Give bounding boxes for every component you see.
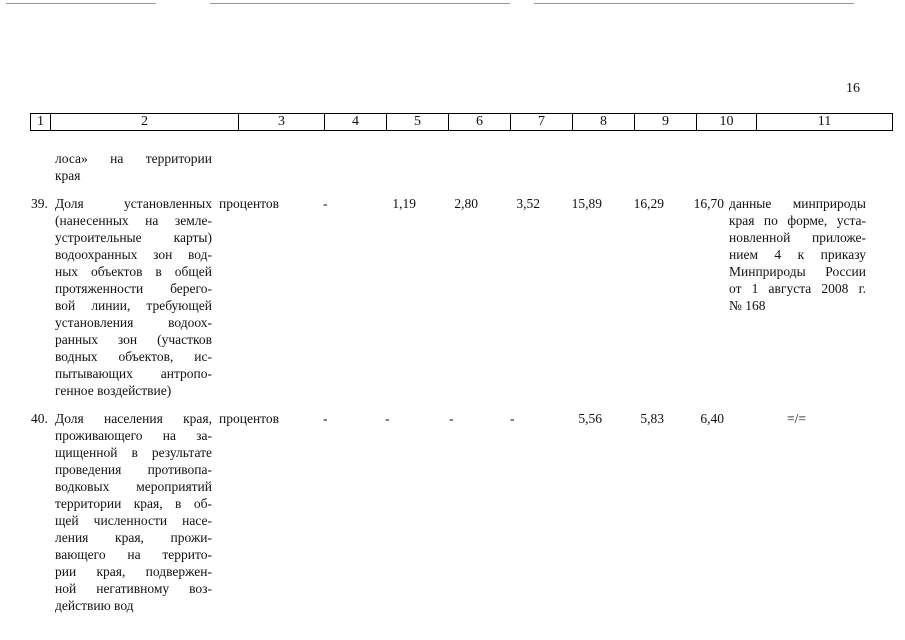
name-line: Доля установленных: [55, 196, 212, 211]
continued-indicator-name: [55, 150, 212, 184]
name-line: лоса» на территории: [55, 151, 212, 166]
column-number: 6: [449, 114, 511, 131]
value-col-7: -: [510, 411, 515, 426]
value-col-4: -: [323, 411, 328, 426]
value-col-4: -: [323, 196, 328, 211]
column-number: 1: [31, 114, 51, 131]
value-col-9: 16,29: [633, 196, 664, 211]
scan-artifact-line: [534, 3, 854, 4]
scan-artifact-line: [210, 3, 510, 4]
value-col-5: 1,19: [392, 196, 416, 211]
value-col-7: 3,52: [516, 196, 540, 211]
name-line: рии края, подвержен-: [55, 564, 212, 579]
column-number: 2: [51, 114, 239, 131]
value-col-10: 6,40: [700, 411, 724, 426]
column-number: 5: [387, 114, 449, 131]
name-line: вой линии, требующей: [55, 298, 212, 313]
source-line: Минприроды России: [729, 264, 866, 279]
page-number: 16: [846, 81, 860, 96]
column-number: 7: [511, 114, 573, 131]
value-col-10: 16,70: [693, 196, 724, 211]
name-line: действию вод: [55, 598, 134, 613]
source-line: новленной приложе-: [729, 230, 866, 245]
value-col-9: 5,83: [640, 411, 664, 426]
name-line: территории края, в об-: [55, 496, 212, 511]
name-line: щищенной в результате: [55, 445, 212, 460]
name-line: водоохранных зон вод-: [55, 247, 212, 262]
data-source: =/=: [787, 411, 806, 426]
name-line: ления края, прожи-: [55, 530, 212, 545]
row-number: 39.: [31, 196, 48, 211]
column-number: 10: [697, 114, 757, 131]
name-line: ной негативному воз-: [55, 581, 212, 596]
column-number: 4: [325, 114, 387, 131]
name-line: проживающего на за-: [55, 428, 212, 443]
column-number-header: [30, 113, 893, 131]
name-line: (нанесенных на земле-: [55, 213, 212, 228]
unit: процентов: [219, 411, 280, 426]
name-line: водковых мероприятий: [55, 479, 212, 494]
value-col-5: -: [385, 411, 390, 426]
name-line: водных объектов, ис-: [55, 349, 212, 364]
source-line: края по форме, уста-: [729, 213, 866, 228]
name-line: края: [55, 168, 81, 183]
name-line: протяженности берего-: [55, 281, 212, 296]
source-line: данные минприроды: [729, 196, 866, 211]
name-line: устроительные карты): [55, 230, 212, 245]
column-number: 9: [635, 114, 697, 131]
column-number: 8: [573, 114, 635, 131]
name-line: вающего на террито-: [55, 547, 212, 562]
value-col-6: 2,80: [454, 196, 478, 211]
column-number: 3: [239, 114, 325, 131]
source-line: от 1 августа 2008 г.: [729, 281, 866, 296]
name-line: Доля населения края,: [55, 411, 212, 426]
value-col-8: 5,56: [578, 411, 602, 426]
value-col-6: -: [449, 411, 454, 426]
unit: процентов: [219, 196, 280, 211]
indicator-name: [55, 410, 212, 614]
column-number: 11: [757, 114, 893, 131]
name-line: генное воздействие): [55, 383, 172, 398]
name-line: проведения противопа-: [55, 462, 212, 477]
name-line: пытывающих антропо-: [55, 366, 212, 381]
name-line: щей численности насе-: [55, 513, 212, 528]
name-line: установления водоох-: [55, 315, 212, 330]
indicator-name: [55, 195, 212, 399]
value-col-8: 15,89: [571, 196, 602, 211]
name-line: ных объектов в общей: [55, 264, 212, 279]
scan-artifact-line: [6, 3, 156, 4]
data-source: [729, 195, 866, 314]
name-line: ранных зон (участков: [55, 332, 212, 347]
source-line: нием 4 к приказу: [729, 247, 866, 262]
source-line: № 168: [729, 298, 766, 313]
row-number: 40.: [31, 411, 48, 426]
